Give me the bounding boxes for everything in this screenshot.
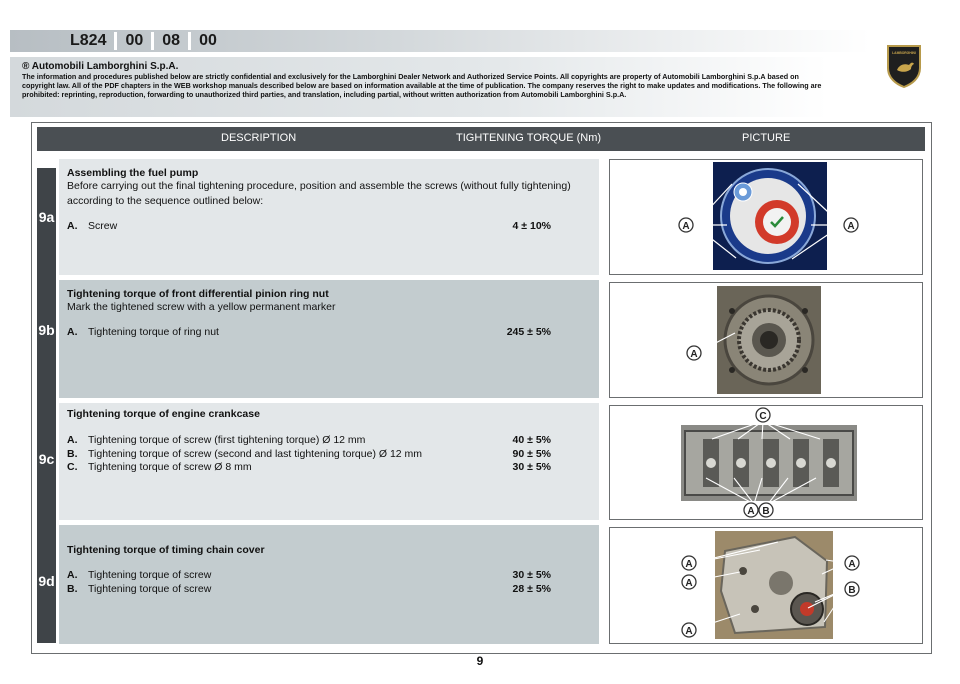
callout-lines: [610, 283, 922, 397]
callout-label: A: [847, 221, 855, 232]
item-torque-value: 30 ± 5%: [512, 461, 551, 473]
row-title: Tightening torque of front differential pinion ring nut: [67, 288, 329, 300]
callout-lines: [610, 406, 922, 519]
callout-label: B: [848, 585, 856, 596]
lamborghini-logo: [885, 44, 923, 88]
item-label: B.: [67, 583, 78, 595]
callout-label: C: [759, 411, 767, 422]
row-title: Tightening torque of timing chain cover: [67, 544, 265, 556]
table-header: [37, 127, 925, 151]
item-torque-value: 245 ± 5%: [506, 326, 551, 338]
header-description: DESCRIPTION: [221, 132, 297, 144]
table-row: [59, 403, 599, 520]
table-row: [59, 525, 599, 644]
item-label: B.: [67, 448, 78, 460]
item-torque-value: 28 ± 5%: [512, 583, 551, 595]
item-description: Tightening torque of screw (second and last tightening torque) Ø 12 mm: [88, 448, 423, 460]
item-description: Tightening torque of screw (first tightening torque) Ø 12 mm: [88, 434, 366, 446]
item-torque-value: 4 ± 10%: [512, 220, 551, 232]
page-number: 9: [476, 654, 484, 668]
item-description: Tightening torque of ring nut: [88, 326, 219, 338]
callout-label: A: [685, 626, 693, 637]
brand-name: ® Automobili Lamborghini S.p.A.: [22, 61, 179, 72]
table-row: [59, 280, 599, 398]
step-label: 9b: [38, 322, 55, 338]
callout-lines: [610, 160, 922, 274]
item-description: Tightening torque of screw Ø 8 mm: [88, 461, 252, 473]
callout-label: A: [747, 506, 755, 517]
step-label: 9d: [38, 573, 55, 589]
callout-label: B: [762, 506, 770, 517]
header-tightening-torque: TIGHTENING TORQUE (Nm): [456, 132, 602, 144]
picture-differential: [609, 282, 923, 398]
picture-engine-crankcase: [609, 405, 923, 520]
item-torque-value: 30 ± 5%: [512, 569, 551, 581]
item-label: C.: [67, 461, 78, 473]
copyright-disclaimer: The information and procedures published below are strictly confidential and exclusively for the Lamborghini Dealer Network and Authorized Service Points. All copyrights are property of Automobili Lamborghini S.p.A based on copyright law. All of the PDF chapters in the WEB workshop manuals described below are based on information available at the time of publication. The company reserves the right to make updates and modifications. The following are prohibited: reprinting, reproduction, forwarding to unauthorized third parties, and translation, including partial, without written authorization from Automobili Lamborghini S.p.A.: [22, 72, 822, 99]
item-description: Tightening torque of screw: [88, 569, 212, 581]
item-torque-value: 90 ± 5%: [512, 448, 551, 460]
picture-fuel-pump: [609, 159, 923, 275]
header-picture: PICTURE: [742, 132, 791, 144]
callout-lines: [610, 528, 922, 643]
item-torque-value: 40 ± 5%: [512, 434, 551, 446]
callout-label: A: [685, 578, 693, 589]
callout-label: A: [685, 559, 693, 570]
row-instructions: Mark the tightened screw with a yellow permanent marker: [67, 301, 336, 313]
item-label: A.: [67, 220, 78, 232]
picture-timing-chain-cover: [609, 527, 923, 644]
item-label: A.: [67, 434, 78, 446]
step-label: 9c: [38, 451, 55, 467]
callout-label: A: [682, 221, 690, 232]
table-row: [59, 159, 599, 275]
code-part-1: L824: [70, 32, 107, 49]
logo-wordmark: LAMBORGHINI: [892, 51, 916, 55]
step-label: 9a: [38, 209, 55, 225]
code-part-3: 08: [162, 32, 181, 49]
callout-label: A: [848, 559, 856, 570]
item-label: A.: [67, 326, 78, 338]
item-label: A.: [67, 569, 78, 581]
row-instructions: Before carrying out the final tightening procedure, position and assemble the screws (without fully tightening) according to the sequence outlined below:: [67, 180, 571, 207]
item-description: Tightening torque of screw: [88, 583, 212, 595]
code-part-2: 00: [125, 32, 144, 49]
code-part-4: 00: [199, 32, 217, 49]
callout-label: A: [690, 349, 698, 360]
document-code: [62, 32, 225, 50]
row-title: Tightening torque of engine crankcase: [67, 408, 260, 420]
row-title: Assembling the fuel pump: [67, 167, 199, 179]
step-sidebar: [37, 168, 56, 643]
item-description: Screw: [88, 220, 118, 232]
